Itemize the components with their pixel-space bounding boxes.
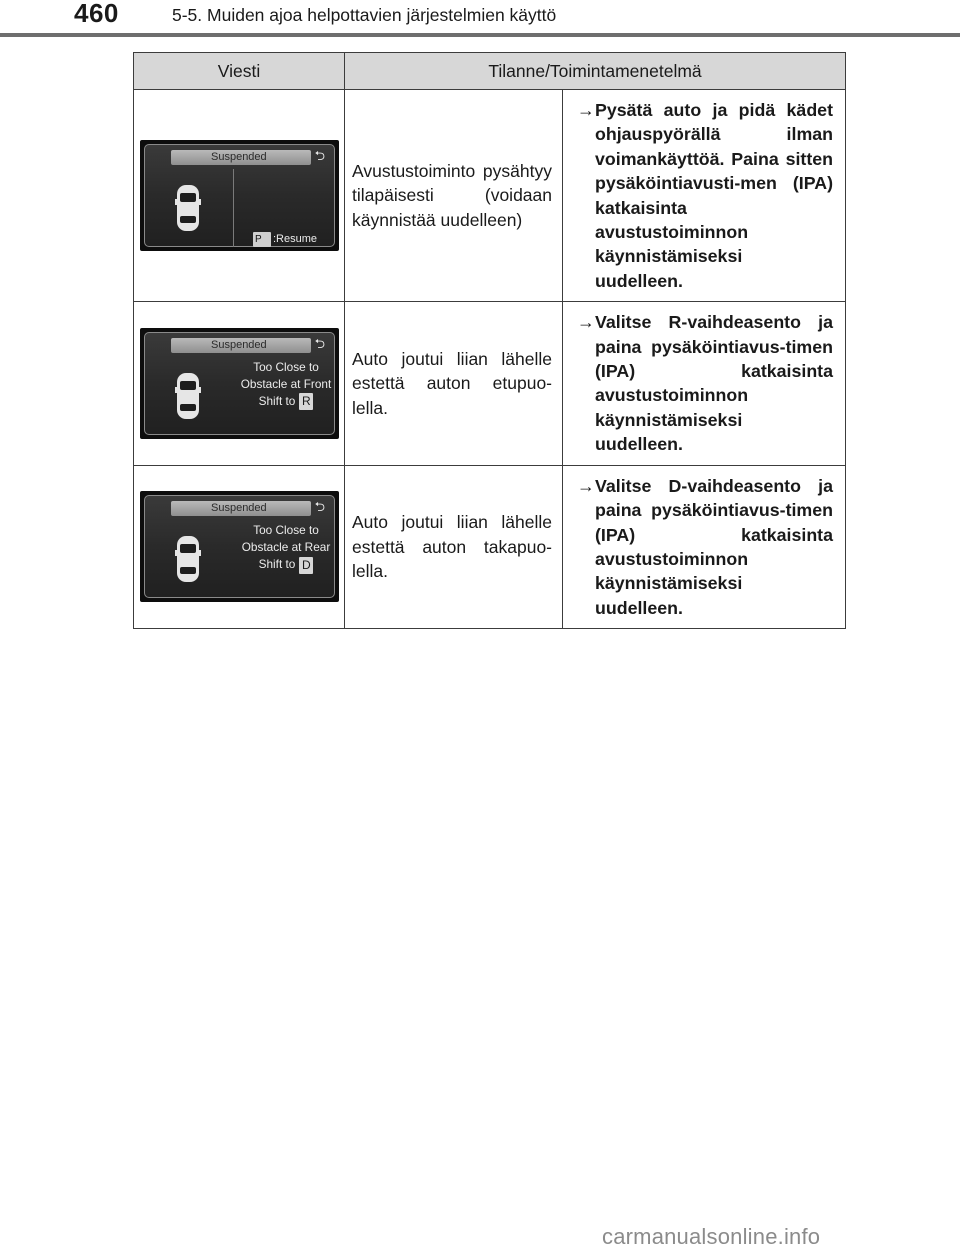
back-icon: ⮌: [314, 499, 325, 515]
page-number: 460: [74, 0, 119, 28]
car-icon: [175, 371, 201, 421]
message-table: [133, 52, 846, 629]
action-text: Valitse D-vaihdeasento ja paina pysäköintiavus-timen (IPA) katkaisinta avustustoiminnon käynnistämiseksi uudelleen.: [595, 475, 833, 618]
parking-assist-switch-icon: P: [253, 232, 271, 247]
action-cell: [563, 90, 846, 302]
page-header: [0, 0, 960, 40]
situation-cell: Auto joutui liian lähelle estettä auton etupuo-lella.: [345, 302, 563, 465]
resume-hint: [253, 231, 317, 247]
arrow-icon: →: [577, 312, 595, 333]
table-row: [134, 302, 846, 465]
resume-label: :Resume: [273, 233, 318, 246]
action-text: Valitse R-vaihdeasento ja paina pysäköintiavus-timen (IPA) katkaisinta avustustoiminnon käynnistämiseksi uudelleen.: [595, 312, 833, 455]
situation-cell: Auto joutui liian lähelle estettä auton takapuo-lella.: [345, 465, 563, 628]
status-bar: Suspended: [171, 338, 311, 353]
multi-info-display-image: [140, 140, 339, 251]
display-message: [235, 359, 337, 410]
display-message-line: Obstacle at Rear: [241, 540, 331, 555]
display-cell: [134, 302, 345, 465]
section-title: 5-5. Muiden ajoa helpottavien järjestelmien käyttö: [172, 5, 557, 25]
action-cell: [563, 465, 846, 628]
column-header-situation: Tilanne/Toimintamenetelmä: [345, 53, 846, 90]
gear-r-icon: R: [299, 393, 313, 410]
arrow-icon: →: [577, 100, 595, 120]
display-frame: [144, 332, 335, 435]
multi-info-display-image: [140, 491, 339, 602]
display-divider: [233, 169, 234, 247]
display-message-line: Obstacle at Front: [240, 376, 332, 391]
display-shift-line: Shift to R: [235, 393, 337, 410]
display-frame: [144, 495, 335, 598]
back-icon: ⮌: [314, 335, 325, 351]
display-frame: [144, 144, 335, 247]
display-message-line: Too Close to: [253, 523, 319, 538]
action-cell: [563, 302, 846, 465]
display-message-line: Too Close to: [253, 359, 319, 374]
car-icon: [175, 183, 201, 233]
action-text: Pysätä auto ja pidä kädet ohjauspyörällä ilman voimankäyttöä. Paina sitten pysäköintiavusti-men (IPA) katkaisinta avustustoiminnon käynnistämiseksi uudelleen.: [595, 100, 833, 291]
display-cell: [134, 90, 345, 302]
watermark: carmanualsonline.info: [602, 1224, 821, 1249]
arrow-icon: →: [577, 475, 595, 496]
display-message: [235, 522, 337, 573]
header-rule: [0, 33, 960, 37]
table-row: [134, 90, 846, 302]
table-header-row: [134, 53, 846, 90]
status-bar: Suspended: [171, 150, 311, 165]
multi-info-display-image: [140, 328, 339, 439]
display-cell: [134, 465, 345, 628]
display-shift-line: Shift to D: [235, 556, 337, 573]
table-row: [134, 465, 846, 628]
gear-d-icon: D: [299, 557, 313, 574]
back-icon: ⮌: [314, 148, 325, 164]
car-icon: [175, 534, 201, 584]
situation-cell: Avustustoiminto pysähtyy tilapäisesti (voidaan käynnistää uudelleen): [345, 90, 563, 302]
column-header-message: Viesti: [134, 53, 345, 90]
status-bar: Suspended: [171, 501, 311, 516]
